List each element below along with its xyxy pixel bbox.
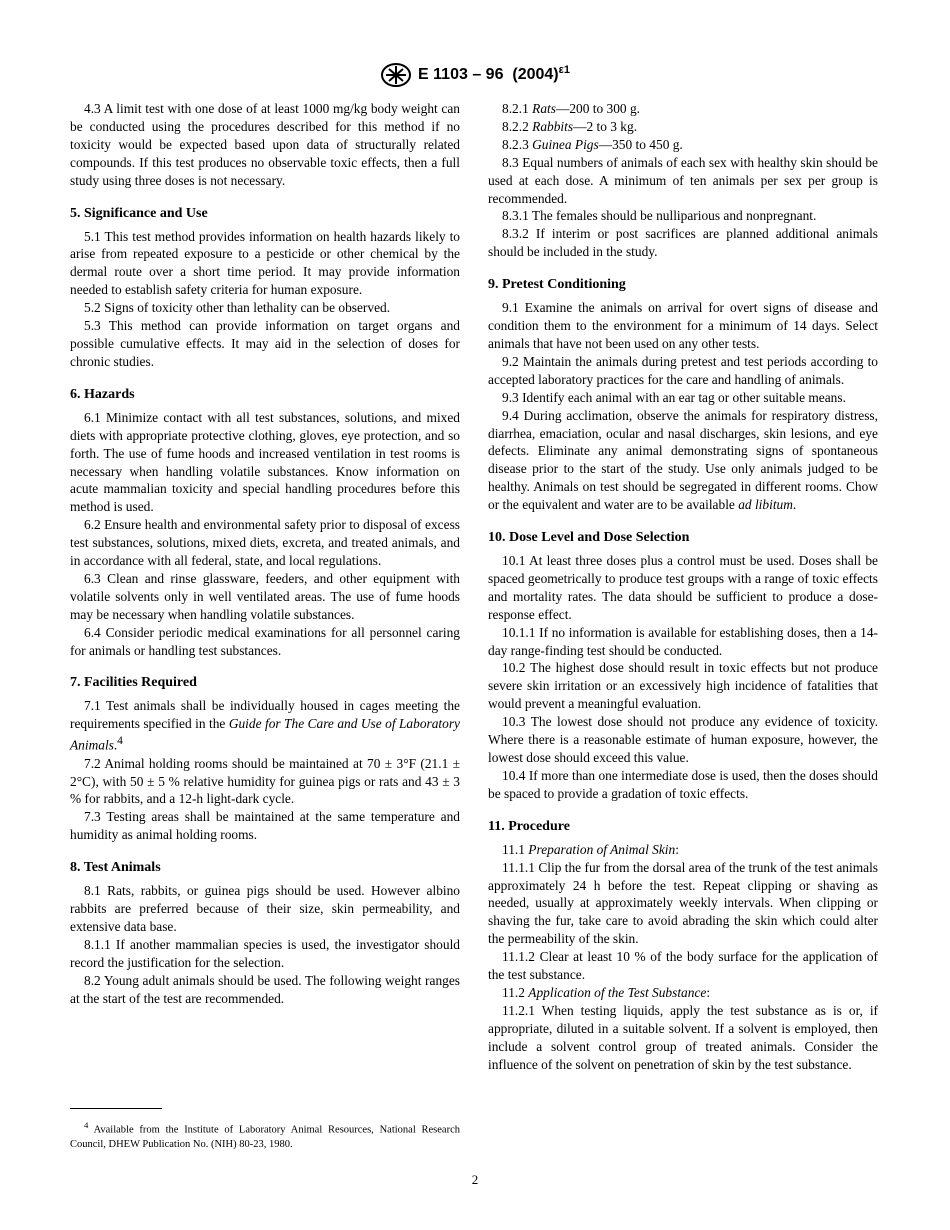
paragraph-9-4 xyxy=(488,407,878,514)
num: 8.2.1 xyxy=(502,101,533,116)
paragraph-9-4-text: 9.4 During acclimation, observe the animals for respiratory distress, diarrhea, emaciation, ocular and nasal discharges, skin lesions, and eye defects. Eliminate any animal demonstrating signs of spontaneous disease prior to the start of the study. Use only animals judged to be healthy. Animals on test should be segregated in different rooms. Chow or the equivalent and water are to be available xyxy=(488,407,878,513)
species-guinea-pigs: Guinea Pigs xyxy=(532,136,599,152)
section-8-heading: 8. Test Animals xyxy=(70,860,161,876)
paragraph-11-2 xyxy=(488,984,878,1002)
paragraph-9-3: 9.3 Identify each animal with an ear tag or other suitable means. xyxy=(502,389,846,405)
paragraph-11-2-1: 11.2.1 When testing liquids, apply the test substance as is or, if appropriate, diluted in a suitable solvent. If a solvent is employed, then include a solvent control group of treated animals. Consider the influence of the solvent on penetration of skin by the test substance. xyxy=(488,1002,878,1072)
paragraph-10-1-1: 10.1.1 If no information is available for establishing doses, then a 14-day range-finding test should be conducted. xyxy=(488,624,878,658)
footnote-ref[interactable]: 4 xyxy=(117,735,123,748)
paragraph-10-2: 10.2 The highest dose should result in toxic effects but not produce severe skin irritation or an excessively high incidence of fatalities that would prevent a meaningful evaluation. xyxy=(488,660,878,712)
footnote-text: Available from the Institute of Laboratory Animal Resources, National Research Council, DHEW Publication No. (NIH) 80-23, 1980. xyxy=(70,1124,460,1150)
paragraph-10-1: 10.1 At least three doses plus a control must be used. Doses shall be spaced geometrically to produce test groups with a range of toxic effects and mortality rates. The data should be sufficient to produce a dose-response effect. xyxy=(488,553,878,622)
colon: : xyxy=(675,841,679,857)
left-column xyxy=(70,100,460,1008)
page-number: 2 xyxy=(471,1172,479,1187)
num: 11.2 xyxy=(502,984,529,1000)
paragraph-8-1-1: 8.1.1 If another mammalian species is used, the investigator should record the justification for the selection. xyxy=(70,936,460,970)
paragraph-5-3: 5.3 This method can provide information on target organs and possible cumulative effects. It may aid in the selection of doses for chronic studies. xyxy=(70,318,460,369)
num: 8.2.2 xyxy=(502,118,533,134)
paragraph-4-3: 4.3 A limit test with one dose of at least 1000 mg/kg body weight can be conducted using the procedures described for this method if no toxicity would be expected based upon data of structurally related compounds. If this test produces no observable toxic effects, then a full study using three doses is not necessary. xyxy=(70,101,460,188)
document-header xyxy=(0,62,950,88)
paragraph-5-1: 5.1 This test method provides information on health hazards likely to arise from repeated exposure to a pesticide or other chemical by the dermal route over a short time period. It may provide information needed to establish safety criteria for human exposure. xyxy=(70,228,460,298)
species-rats: Rats xyxy=(532,101,556,116)
paragraph-7-1-end: . xyxy=(113,737,118,753)
right-column xyxy=(488,100,878,1074)
ad-libitum: ad libitum xyxy=(738,497,793,513)
paragraph-11-1 xyxy=(488,841,878,859)
weight-range: —350 to 450 g. xyxy=(598,136,683,152)
section-7-heading: 7. Facilities Required xyxy=(70,675,197,691)
section-6-heading: 6. Hazards xyxy=(70,386,135,402)
paragraph-7-3: 7.3 Testing areas shall be maintained at the same temperature and humidity as animal holding rooms. xyxy=(70,809,460,843)
paragraph-6-4: 6.4 Consider periodic medical examinations for all personnel caring for animals or handling test substances. xyxy=(70,624,460,658)
paragraph-10-4: 10.4 If more than one intermediate dose is used, then the doses should be spaced to provide a gradation of toxic effects. xyxy=(488,767,878,801)
num: 8.2.3 xyxy=(502,136,533,152)
astm-logo-icon xyxy=(380,62,412,88)
paragraph-7-2: 7.2 Animal holding rooms should be maintained at 70 ± 3°F (21.1 ± 2°C), with 50 ± 5 % relative humidity for guinea pigs or rats and 43 ± 3 % for rabbits, and a 12-h light-dark cycle. xyxy=(70,755,460,807)
paragraph-7-1-text: 7.1 Test animals shall be individually housed in cages meeting the requirements specified in the xyxy=(70,698,460,732)
paragraph-7-1 xyxy=(70,697,460,754)
paragraph-8-2-2 xyxy=(488,118,878,136)
footnote-mark: 4 xyxy=(84,1120,89,1130)
paragraph-6-2: 6.2 Ensure health and environmental safety prior to disposal of excess test substances, solutions, mixed diets, excreta, and treated animals, and in accordance with all federal, state, and local regulations. xyxy=(70,517,460,569)
footnote xyxy=(70,1118,460,1152)
section-9-heading: 9. Pretest Conditioning xyxy=(488,277,626,293)
year: (2004) xyxy=(512,66,559,83)
paragraph-9-2: 9.2 Maintain the animals during pretest and test periods according to accepted laboratory practices for the care and handling of animals. xyxy=(488,353,878,387)
weight-range: —2 to 3 kg. xyxy=(573,118,638,134)
paragraph-9-1: 9.1 Examine the animals on arrival for overt signs of disease and condition them to the environment for a minimum of 14 days. Select animals that have not been used on any other tests. xyxy=(488,300,878,351)
paragraph-8-3-2: 8.3.2 If interim or post sacrifices are planned additional animals should be included in the study. xyxy=(488,226,878,260)
paragraph-6-1: 6.1 Minimize contact with all test substances, solutions, and mixed diets with appropriate protective clothing, gloves, eye protection, and so forth. The use of fume hoods and increased ventilation in test rooms is necessary when handling volatile substances. Know information on acute mammalian toxicity and special handling procedures before this method is used. xyxy=(70,409,460,515)
paragraph-11-1-2: 11.1.2 Clear at least 10 % of the body surface for the application of the test substance. xyxy=(488,949,878,983)
paragraph-8-3: 8.3 Equal numbers of animals of each sex with healthy skin should be used at each dose. A minimum of ten animals per sex per group is recommended. xyxy=(488,154,878,206)
paragraph-10-3: 10.3 The lowest dose should not produce any evidence of toxicity. Where there is a reasonable estimate of human exposure, however, the lowest dose should exceed this value. xyxy=(488,714,878,765)
weight-range: —200 to 300 g. xyxy=(555,101,641,116)
paragraph-9-4-end: . xyxy=(792,497,797,513)
colon: : xyxy=(706,984,711,1000)
section-5-heading: 5. Significance and Use xyxy=(70,205,208,221)
paragraph-5-2: 5.2 Signs of toxicity other than lethality can be observed. xyxy=(84,300,391,316)
paragraph-8-2: 8.2 Young adult animals should be used. The following weight ranges at the start of the test are recommended. xyxy=(70,972,460,1006)
subsection-title: Application of the Test Substance xyxy=(528,984,707,1000)
paragraph-11-1-1: 11.1.1 Clip the fur from the dorsal area of the trunk of the test animals approximately 24 h before the test. Repeat clipping or shaving as needed, usually at approximately weekly intervals. When clipping or shaving the fur, take care to avoid abrading the skin which could alter the permeability of the skin. xyxy=(488,859,878,947)
paragraph-8-3-1: 8.3.1 The females should be nulliparious and nonpregnant. xyxy=(502,208,817,224)
paragraph-8-2-1 xyxy=(488,100,878,118)
num: 11.1 xyxy=(502,841,529,857)
paragraph-6-3: 6.3 Clean and rinse glassware, feeders, and other equipment with volatile solvents only in well ventilated areas. The use of fume hoods may be necessary when handling volatile substances. xyxy=(70,570,460,622)
section-10-heading: 10. Dose Level and Dose Selection xyxy=(488,530,690,546)
section-11-heading: 11. Procedure xyxy=(488,818,570,834)
species-rabbits: Rabbits xyxy=(532,118,574,134)
paragraph-8-1: 8.1 Rats, rabbits, or guinea pigs should be used. However albino rabbits are preferred because of their size, skin permeability, and extensive data base. xyxy=(70,883,460,934)
footnote-rule xyxy=(70,1108,162,1109)
guide-title: Guide for The Care and Use of Laboratory Animals xyxy=(70,716,460,753)
designation: E 1103 – 96 xyxy=(418,66,504,83)
paragraph-8-2-3 xyxy=(488,136,878,154)
subsection-title: Preparation of Animal Skin xyxy=(528,841,676,857)
epsilon: ε1 xyxy=(558,63,570,76)
